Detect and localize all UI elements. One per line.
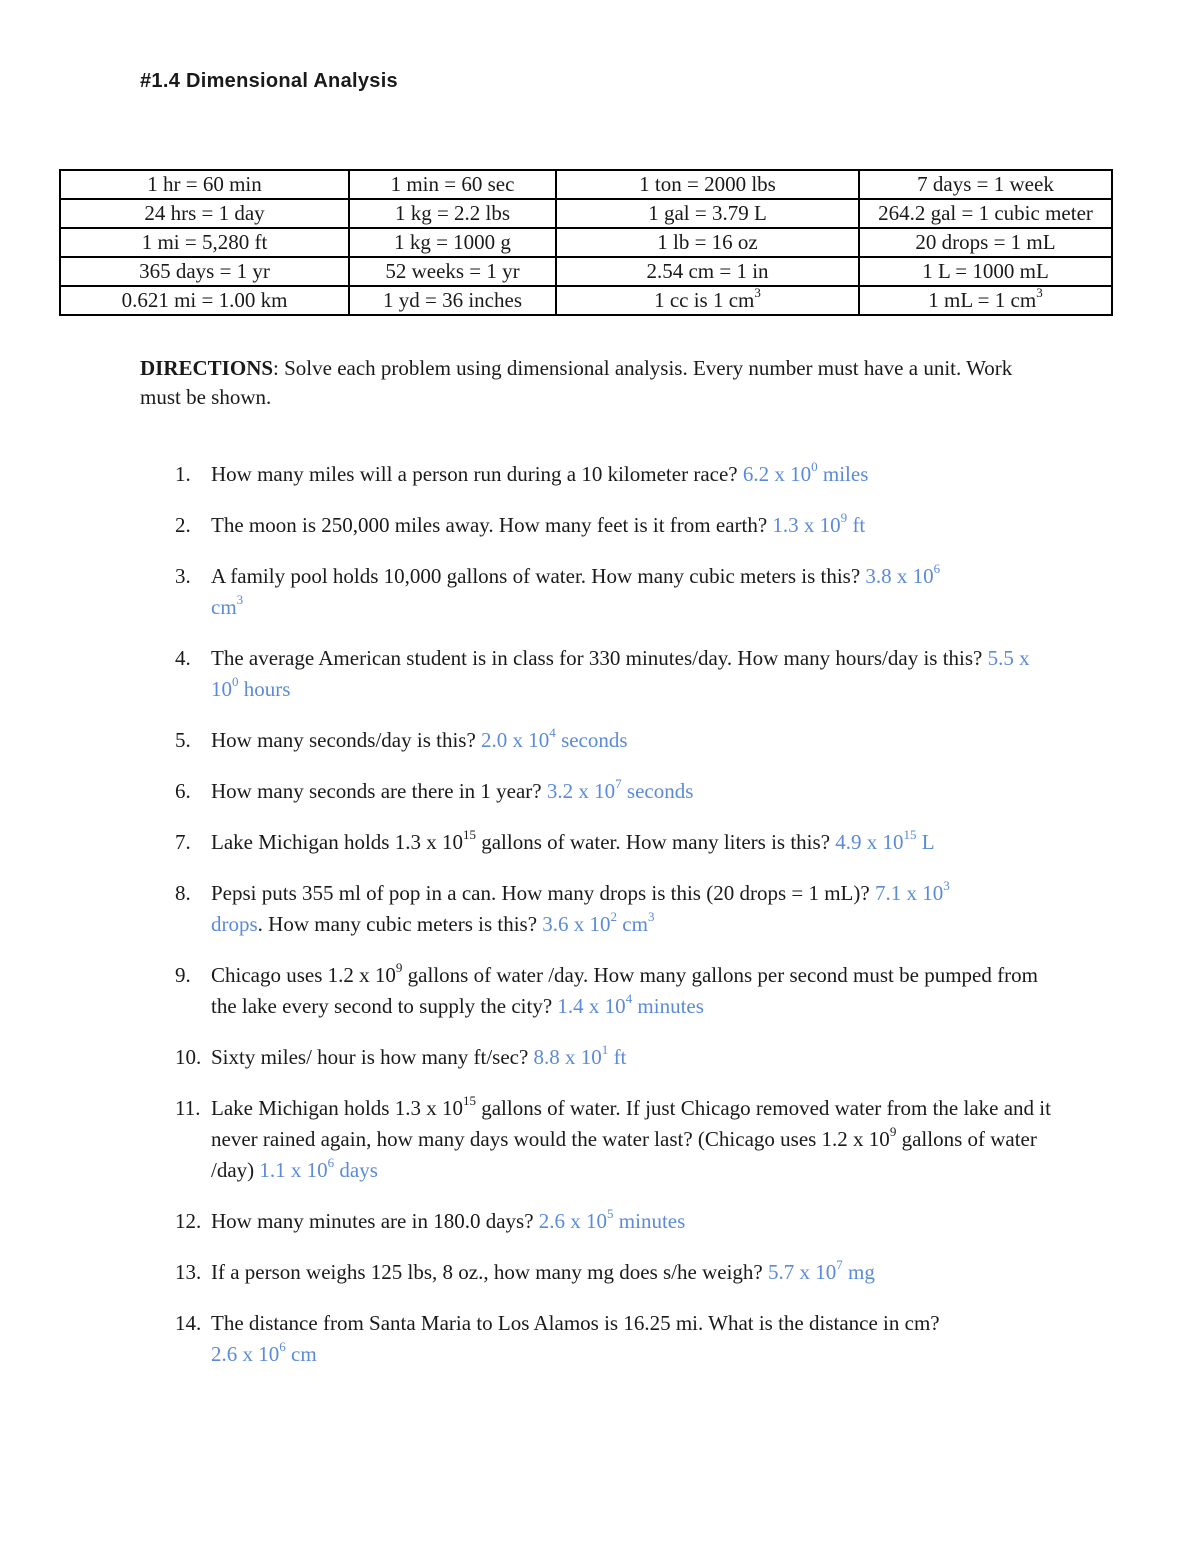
problem-number: 8. [175,881,191,905]
table-cell: 20 drops = 1 mL [859,228,1112,257]
question-text: The distance from Santa Maria to Los Alamos is 16.25 mi. What is the distance in cm? [211,1311,940,1335]
answer-exponent: 3 [943,878,950,894]
problem-number: 1. [175,462,191,486]
answer-mantissa: 4.9 x 10 [835,830,904,854]
answer [546,776,694,803]
problem-11 [140,1093,1060,1186]
table-row [60,286,1112,315]
problem-4 [140,643,1060,705]
question-text: gallons of water /day) [211,1127,1037,1182]
answer-unit: cm [211,595,237,619]
superscript: 3 [754,286,761,301]
problem-number: 4. [175,646,191,670]
table-row [60,199,1112,228]
question-text: How many minutes are in 180.0 days? [211,1209,539,1233]
answer [538,1206,686,1233]
answer-unit: cm [285,1342,317,1366]
answer-mantissa: 5.5 x 10 [211,646,1030,701]
problem-number: 14. [175,1311,202,1335]
question-text: Lake Michigan holds 1.3 x 10 [211,830,463,854]
question-text: The average American student is in class for 330 minutes/day. How many hours/day is this? [211,646,988,670]
answer [533,1042,627,1069]
question-exponent: 15 [462,1093,476,1109]
problem-12 [140,1206,1060,1237]
table-row [60,170,1112,199]
problem-1 [140,459,1060,490]
table-cell: 2.54 cm = 1 in [556,257,859,286]
table-cell: 1 L = 1000 mL [859,257,1112,286]
answer-mantissa: 1.1 x 10 [259,1158,328,1182]
table-cell: 1 gal = 3.79 L [556,199,859,228]
answer-mantissa: 2.6 x 10 [211,1342,280,1366]
answer [542,909,655,936]
problem-number: 3. [175,564,191,588]
table-cell [556,286,859,315]
question-text: How many miles will a person run during a 10 kilometer race? [211,462,743,486]
answer-exponent: 4 [549,725,556,741]
problem-3 [140,561,1060,623]
question-text: The moon is 250,000 miles away. How many feet is it from earth? [211,513,773,537]
table-cell: 52 weeks = 1 yr [349,257,556,286]
problem-number: 10. [175,1045,202,1069]
problem-10 [140,1042,1060,1073]
table-cell: 1 hr = 60 min [60,170,349,199]
answer-mantissa: 5.7 x 10 [767,1260,837,1284]
table-cell: 1 ton = 2000 lbs [556,170,859,199]
answer-unit: minutes [613,1209,686,1233]
answer-unit: drops [211,912,258,936]
answer-exponent: 7 [615,776,622,792]
answer [767,1257,875,1284]
answer-unit: minutes [632,994,704,1018]
answer-unit: ft [608,1045,627,1069]
answer-mantissa: 3.6 x 10 [542,912,611,936]
problem-5 [140,725,1060,756]
question-text: How many seconds/day is this? [211,728,482,752]
question-text: How many seconds are there in 1 year? [211,779,547,803]
answer-exponent: 15 [903,827,917,843]
answer-unit: L [916,830,935,854]
answer-mantissa: 3.8 x 10 [865,564,934,588]
problem-13 [140,1257,1060,1288]
cell-text: 1 cc is 1 cm [654,288,755,312]
problem-8 [140,878,1060,940]
answer-mantissa: 2.6 x 10 [538,1209,608,1233]
answer-exponent: 1 [601,1042,609,1058]
answer-exponent: 2 [610,909,618,925]
answer-unit: seconds [621,779,694,803]
table-cell: 1 lb = 16 oz [556,228,859,257]
table-cell: 1 mi = 5,280 ft [60,228,349,257]
table-cell: 365 days = 1 yr [60,257,349,286]
answer-exponent: 9 [840,510,848,526]
problem-number: 7. [175,830,191,854]
question-text: gallons of water. How many liters is this? [475,830,836,854]
problem-number: 2. [175,513,191,537]
table-row [60,228,1112,257]
superscript: 3 [1036,286,1043,301]
answer-mantissa: 2.0 x 10 [481,728,550,752]
question-exponent: 15 [462,827,476,843]
question-text: Pepsi puts 355 ml of pop in a can. How many drops is this (20 drops = 1 mL)? [211,881,875,905]
answer [557,991,704,1018]
question-text: If a person weighs 125 lbs, 8 oz., how many mg does s/he weigh? [211,1260,768,1284]
answer-mantissa: 6.2 x 10 [742,462,812,486]
answer-exponent: 6 [327,1155,335,1171]
directions-text: : Solve each problem using dimensional analysis. Every number must have a unit. Work must be shown. [140,356,1013,409]
question-text: gallons of water. If just Chicago removed water from the lake and it never rained again, how many days would the water last? (Chicago uses 1.2 x 10 [211,1096,1051,1151]
question-exponent: 9 [889,1124,897,1140]
answer-unit: seconds [555,728,628,752]
answer [742,459,869,486]
question-text: Lake Michigan holds 1.3 x 10 [211,1096,463,1120]
directions [140,354,1040,412]
answer [835,827,935,854]
problem-number: 6. [175,779,191,803]
table-cell: 24 hrs = 1 day [60,199,349,228]
problem-list [140,459,1060,1390]
question-text: A family pool holds 10,000 gallons of water. How many cubic meters is this? [211,564,866,588]
answer-exponent: 4 [625,991,633,1007]
problem-number: 5. [175,728,191,752]
answer-unit: mg [842,1260,875,1284]
answer-unit-exponent: 3 [236,592,244,608]
answer-exponent: 5 [607,1206,614,1222]
directions-label: DIRECTIONS [140,356,274,380]
question-exponent: 9 [395,960,403,976]
problem-7 [140,827,1060,858]
answer-unit: hours [238,677,291,701]
question-text: gallons of water /day. How many gallons per second must be pumped from the lake every second to supply the city? [211,963,1038,1018]
table-cell: 1 min = 60 sec [349,170,556,199]
answer-mantissa: 1.4 x 10 [557,994,626,1018]
answer-exponent: 6 [933,561,941,577]
table-cell: 264.2 gal = 1 cubic meter [859,199,1112,228]
problem-14 [140,1308,1060,1370]
answer-exponent: 6 [279,1339,286,1355]
table-cell [859,286,1112,315]
page-title: #1.4 Dimensional Analysis [140,70,398,92]
question-text: Sixty miles/ hour is how many ft/sec? [211,1045,534,1069]
answer [211,1339,317,1366]
answer-mantissa: 1.3 x 10 [772,513,841,537]
problem-9 [140,960,1060,1022]
answer-unit-exponent: 3 [647,909,655,925]
answer-unit: days [334,1158,378,1182]
answer [259,1155,378,1182]
answer-mantissa: 3.2 x 10 [546,779,616,803]
table-cell: 1 yd = 36 inches [349,286,556,315]
answer-mantissa: 7.1 x 10 [874,881,944,905]
problem-number: 9. [175,963,191,987]
table-cell: 1 kg = 1000 g [349,228,556,257]
problem-number: 13. [175,1260,202,1284]
cell-text: 1 mL = 1 cm [928,288,1037,312]
answer [481,725,628,752]
answer [772,510,866,537]
answer-unit: ft [847,513,866,537]
table-row [60,257,1112,286]
answer-mantissa: 8.8 x 10 [533,1045,602,1069]
problem-number: 12. [175,1209,202,1233]
problem-2 [140,510,1060,541]
table-cell: 0.621 mi = 1.00 km [60,286,349,315]
problem-6 [140,776,1060,807]
answer-unit: cm [617,912,648,936]
answer-exponent: 0 [811,459,818,475]
conversion-table [59,169,1113,316]
answer-unit: miles [817,462,869,486]
question-text: . How many cubic meters is this? [257,912,543,936]
table-cell: 7 days = 1 week [859,170,1112,199]
answer-exponent: 7 [836,1257,843,1273]
question-text: Chicago uses 1.2 x 10 [211,963,396,987]
answer-exponent: 0 [232,674,239,690]
table-cell: 1 kg = 2.2 lbs [349,199,556,228]
problem-number: 11. [175,1096,201,1120]
